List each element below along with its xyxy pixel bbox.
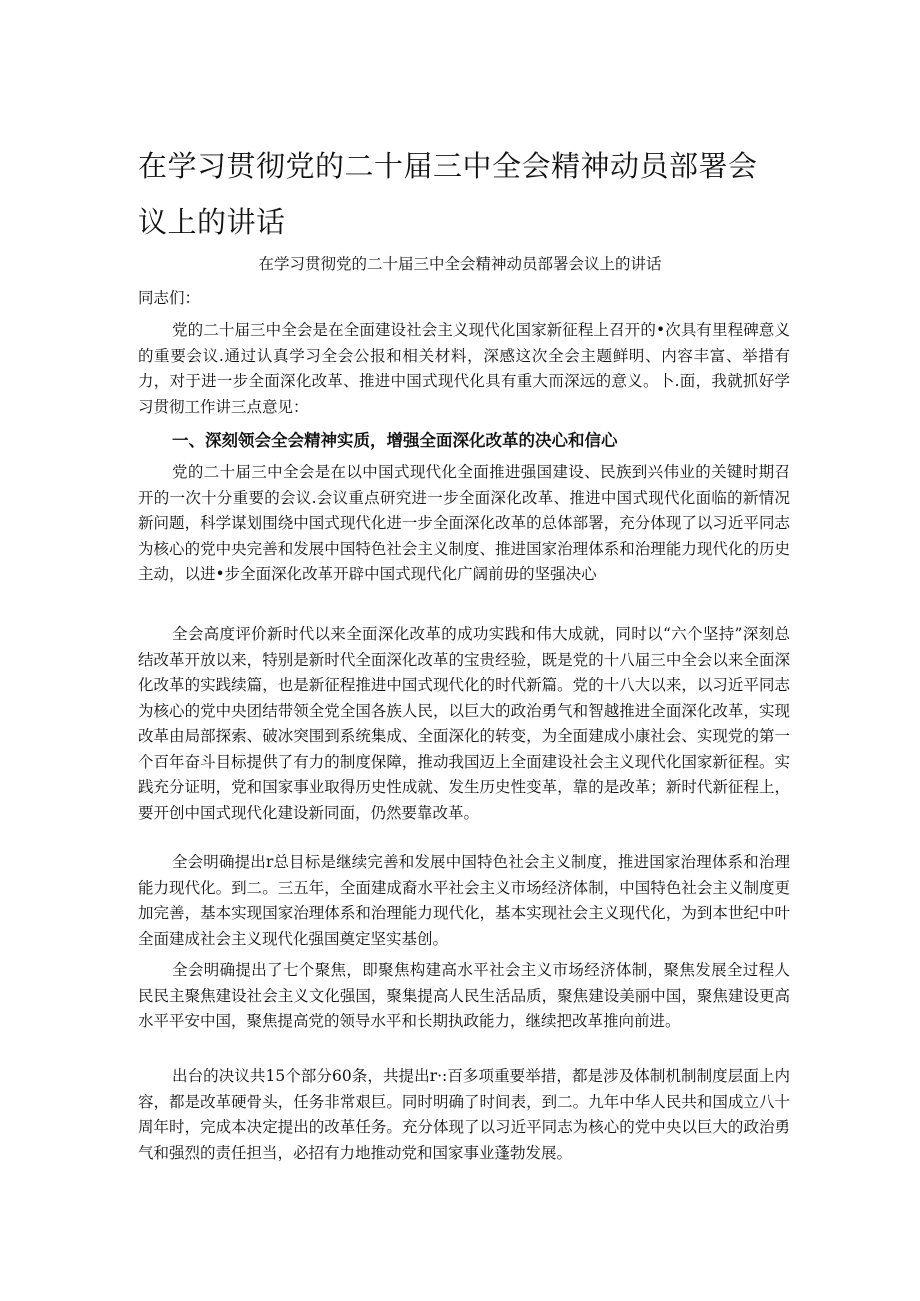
greeting: 同志们： [138, 289, 201, 307]
subtitle: 在学习贯彻党的二十届三中全会精神动员部署会议上的讲话 [258, 255, 662, 273]
paragraph-1: 党的二十届三中全会是在以中国式现代化全面推进强国建设、民族到兴伟业的关键时期召开的一次十分重要的会议.会议重点研究进一步全面深化改革、推进中国式现代化面临的新情况新问题，科学谋划围绕中国式现代化进一步全面深化改革的总体部署，充分体现了以习近平同志为核心的党中央完善和发展中国特色社会主义制度、推进国家治理体系和治理能力现代化的历史主动，以进•步全面深化改革开辟中国式现代化广阔前毋的坚强决心 [138, 463, 790, 583]
intro-paragraph: 党的二十届三中全会是在全面建设社会主义现代化国家新征程上召开的•次具有里程碑意义的重要会议.通过认真学习全会公报和相关材料，深感这次全会主题鲜明、内容丰富、举措有力，对于进一步全面深化改革、推进中国式现代化具有重大而深远的意义。卜.面，我就抓好学习贯彻工作讲三点意见： [138, 321, 790, 416]
paragraph-5: 出台的决议共15个部分60条，共提出r·:百多项重要举措，都是涉及体制机制制度层面上内容，都是改革硬骨头，任务非常艰巨。同时明确了时间表，到二。九年中华人民共和国成立八十周年时，完成本决定提出的改革任务。充分体现了以习近平同志为核心的党中央以巨大的政治勇气和强烈的责任担当，必招有力地推动党和国家事业蓬勃发展。 [138, 1067, 790, 1162]
paragraph-2: 全会高度评价新时代以来全面深化改革的成功实践和伟大成就，同时以“六个坚持”深刻总结改革开放以来，特别是新时代全面深化改革的宝贵经验，既是党的十八届三中全会以来全面深化改革的实践续篇，也是新征程推进中国式现代化的时代新篇。党的十八大以来，以习近平同志为核心的党中央团结带领全党全国各族人民，以巨大的政治勇气和智越推进全面深化改革，实现改革由局部探索、破冰突围到系统集成、全面深化的转变，为全面建成小康社会、实现党的第一个百年奋斗目标提供了有力的制度保障，推动我国迈上全面建设社会主义现代化国家新征程。实践充分证明，党和国家事业取得历史性成就、发生历史性变革，靠的是改革；新时代新征程上，要开创中国式现代化建设新同面，仍然要靠改革。 [138, 625, 790, 822]
paragraph-3: 全会明确提出r总目标是继续完善和发展中国特色社会主义制度，推进国家治理体系和治理能力现代化。到二。三五年，全面建成裔水平社会主义市场经济体制，中国特色社会主义制度更加完善，基本实现国家治理体系和治理能力现代化，基本实现社会主义现代化，为到本世纪中叶全面建成社会主义现代化强国奠定坚实基创。 [138, 853, 790, 948]
page-title: 在学习贯彻党的二十届三中全会精神动员部署会议上的讲话 [138, 149, 758, 239]
section-heading-1: 一、深刻领会全会精神实质，增强全面深化改革的决心和信心 [172, 431, 618, 450]
paragraph-4: 全会明确提出了七个聚焦，即聚焦构建高水平社会主义市场经济体制，聚焦发展全过程人民民主聚焦建设社会主义文化强国，聚集提高人民生活品质，聚焦建设美丽中国，聚焦建设更高水平平安中国，聚焦提高党的领导水平和长期执政能力，继续把改革推向前进。 [138, 961, 790, 1030]
